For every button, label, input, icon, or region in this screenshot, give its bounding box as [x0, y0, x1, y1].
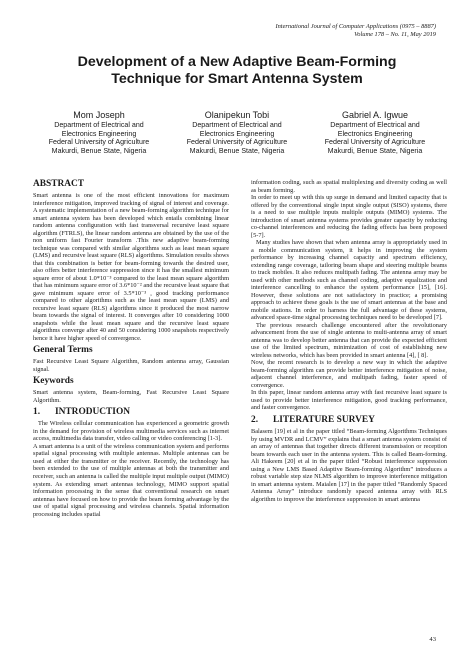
paragraph: Now, the recent research is to develop a new way in which the adaptive beam-forming algorithm can provide better interference mitigation of noise, adjacent channel interference, and multipath fading, faster speed of convergence.	[251, 359, 447, 389]
author-department: Department of Electrical and	[54, 121, 144, 129]
author-department-2: Electronics Engineering	[337, 129, 413, 138]
paragraph: A smart antenna is a unit of the wireless communication system and performs spatial signal processing with multiple antennas. Multiple antennas can be used at either the transmitter or the receiver. Recently, the technology has been extended to the use of multiple antennas at both the transmitter and receiver, such an antenna is called the multiple input multiple output (MIMO) system. As extending smart antennas technology, MIMO support spatial information processing in the sense that conventional research on smart antennas have focused on how to provide the beam forming advantage by the use of spatial signal processing and wireless channels. Spatial information processing includes spatial	[33, 442, 229, 518]
author-city: Makurdi, Benue State, Nigeria	[327, 146, 423, 155]
introduction-heading	[33, 407, 229, 418]
author-block	[30, 109, 444, 155]
author-city: Makurdi, Benue State, Nigeria	[189, 146, 285, 155]
journal-header	[275, 23, 436, 39]
paragraph: In this paper, linear random antenna array with fast recursive least square is used to provide better interference mitigation, good tracking performance, and faster convergence.	[251, 389, 447, 412]
literature-survey-heading	[251, 415, 447, 426]
section-title: INTRODUCTION	[55, 407, 131, 418]
left-column	[33, 179, 229, 518]
author-department-2: Electronics Engineering	[61, 129, 137, 138]
author-department: Department of Electrical and	[330, 121, 420, 129]
general-terms-heading: General Terms	[33, 345, 93, 356]
paragraph: Balasem [19] et al in the paper titled “Beam-forming Algorithms Techniques by using MVDR and LCMV” explains that a smart antenna system consist of an array of antennas that together directs different transmission or reception beam towards each user in the antenna system. This is called Beam-forming. Ali Hakeem [20] et al in the paper titled “Robust interference suppression using a New LMS Based Adaptive Beam-forming Algorithm” introduces a robust variable step size NLMS algorithm to improve interference mitigation in smart antenna system. Maialen [17] in the paper titled “Randomly Spaced Antenna Array” introduce randomly spaced antenna array with RLS algorithm to improve the interference suppression in smart antenna	[251, 427, 447, 503]
abstract-text: Smart antenna is one of the most efficient innovations for maximum interference mitigation, improved tracking of signal of interest and coverage. A systematic implementation of a new beam-forming algorithm technique for smart antenna system has been developed which entails combining linear random antenna configuration with fast transversal recursive least square algorithm (FTRLS), the linear random antenna are obtained by the use of the non uniform fast Fourier transform .This new adaptive beam-forming technique was compared with similar algorithms such as least mean square (LMS) and recursive least square (RLS) algorithms. Simulation results shows that this combination is better for beam-forming towards the desired user, also offers better interference suppression since it has the smallest minimum square error of about 1.0*10⁻³ compared to the least mean square algorithm that has minimum square error of 3.6*10⁻² and the recursive least square that gave minimum square error of 3.5*10⁻³ , good tracking performance compared to other algorithms such as the least mean square (LMS) and recursive least square (RLS) algorithms since it produced the most narrow beam towards the signal of interest. It converges after 10 considering 1000 snapshots while the least mean square and the recursive least square algorithms converge after 40 and 50 considering 1000 snapshots respectively hence it have higher speed of convergence.	[33, 192, 229, 342]
paragraph: Many studies have shown that when antenna array is appropriately used in a mobile communication system, it helps in improving the system performance by increasing channel capacity and spectrum efficiency, extending range coverage, tailoring beam shape and steering multiple beams to track mobiles. It also reduces multipath fading. The antenna array may be used with other methods such as channel coding, adaptive equalization and interference cancelling to enhance the system performance [15], [16]. However, these solutions are not satisfactory in practice; a promising approach to achieve these goals is the use of smart antennas at the base and mobile stations. In order to harness the full advantage of these systems, advanced space-time signal processing techniques need to be developed [7].	[251, 239, 447, 322]
keywords-text: Smart antenna system, Beam-forming, Fast Recursive Least Square Algorithm.	[33, 389, 229, 404]
author-city: Makurdi, Benue State, Nigeria	[51, 146, 147, 155]
author-university: Federal University of Agriculture	[48, 138, 150, 147]
right-column	[251, 179, 447, 503]
journal-volume: Volume 178 – No. 11, May 2019	[354, 31, 436, 38]
abstract-heading: ABSTRACT	[33, 179, 85, 189]
title-line-1: Development of a New Adaptive Beam-Forming	[77, 54, 397, 70]
author-2	[168, 109, 306, 155]
section-number: 2.	[251, 414, 259, 425]
author-university: Federal University of Agriculture	[186, 138, 288, 147]
author-name: Gabriel A. Igwue	[341, 110, 409, 120]
author-university: Federal University of Agriculture	[324, 138, 426, 147]
section-title: LITERATURE SURVEY	[273, 414, 375, 425]
general-terms-text: Fast Recursive Least Square Algorithm, Random antenna array, Gaussian signal.	[33, 358, 229, 373]
page-number: 43	[429, 636, 436, 643]
section-number: 1.	[33, 407, 41, 418]
paragraph: The Wireless cellular communication has experienced a geometric growth in the demand for provision of wireless multimedia services such as internet access, multimedia data transfer, video calling or video conferencing [1-3].	[33, 420, 229, 443]
paper-title	[30, 54, 444, 88]
author-1	[30, 109, 168, 155]
author-name: Mom Joseph	[73, 110, 125, 120]
keywords-heading: Keywords	[33, 376, 74, 387]
author-department-2: Electronics Engineering	[199, 129, 275, 138]
title-line-2: Technique for Smart Antenna System	[111, 71, 363, 87]
author-department: Department of Electrical and	[192, 121, 282, 129]
author-3	[306, 109, 444, 155]
paragraph: The previous research challenge encountered after the revolutionary advancement from the use of single antenna to multi-antenna array of smart antenna was to develop better antenna that can provide the expected efficient use of the limited spectrum, minimization of cost of establishing new wireless networks, which has been provided in smart antenna [4], [ 8].	[251, 321, 447, 359]
journal-name: International Journal of Computer Applications (0975 – 8887)	[275, 23, 436, 30]
paragraph: information coding, such as spatial multiplexing and diversity coding as well as beam forming.	[251, 179, 447, 194]
paragraph: In order to meet up with this up surge in demand and limited capacity that is offered by the conventional single input single output (SISO) systems, there is a need to use multiple inputs multiple outputs (MIMO) systems. The introduction of smart antenna systems provides greater capacity by reducing co-channel interferences and reducing the fading effects has been proposed [5-7].	[251, 194, 447, 239]
author-name: Olanipekun Tobi	[204, 110, 270, 120]
